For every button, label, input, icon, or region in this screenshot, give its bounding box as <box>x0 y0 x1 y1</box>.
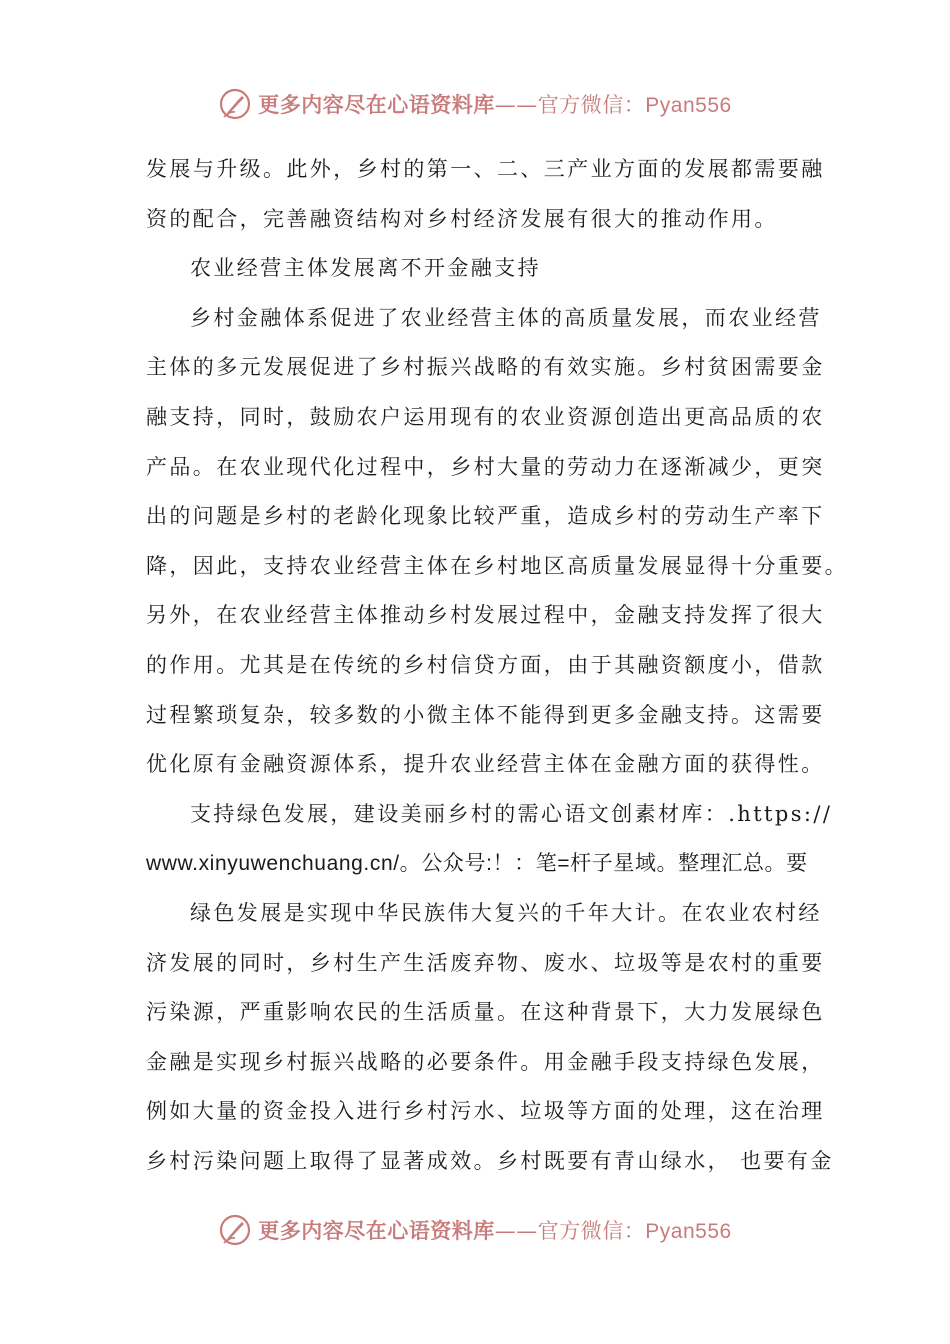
body-line: 降，因此，支持农业经营主体在乡村地区高质量发展显得十分重要。 <box>146 553 848 578</box>
footer-banner-text <box>258 1215 731 1245</box>
body-line: 出的问题是乡村的老龄化现象比较严重，造成乡村的劳动生产率下 <box>146 504 825 529</box>
banner-brand: 更多内容尽在心语资料库 <box>258 92 495 117</box>
body-line: 乡村金融体系促进了农业经营主体的高质量发展，而农业经营 <box>190 305 822 330</box>
fountain-pen-circle-icon <box>218 87 252 121</box>
header-watermark-banner <box>0 84 950 124</box>
body-line: 另外，在农业经营主体推动乡村发展过程中，金融支持发挥了很大 <box>146 603 825 628</box>
body-line: 产品。在农业现代化过程中，乡村大量的劳动力在逐渐减少，更突 <box>146 454 825 479</box>
body-line: 例如大量的资金投入进行乡村污水、垃圾等方面的处理，这在治理 <box>146 1099 825 1124</box>
banner-wechat-id: Pyan556 <box>645 94 732 117</box>
banner-dash: —— <box>494 1219 538 1243</box>
body-line: 发展与升级。此外，乡村的第一、二、三产业方面的发展都需要融 <box>146 157 825 181</box>
body-line: 资的配合，完善融资结构对乡村经济发展有很大的推动作用。 <box>146 206 778 231</box>
banner-label: 官方微信： <box>537 1219 646 1243</box>
body-line: 的作用。尤其是在传统的乡村信贷方面，由于其融资额度小，借款 <box>146 652 825 677</box>
body-line: 污染源，严重影响农民的生活质量。在这种背景下，大力发展绿色 <box>146 1000 825 1025</box>
body-line: 乡村污染问题上取得了显著成效。乡村既要有青山绿水， 也要有金 <box>146 1148 834 1173</box>
body-line: 绿色发展是实现中华民族伟大复兴的千年大计。在农业农村经 <box>190 900 822 925</box>
banner-label: 官方微信： <box>537 93 646 117</box>
banner-dash: —— <box>494 93 538 117</box>
body-line: 过程繁琐复杂，较多数的小微主体不能得到更多金融支持。这需要 <box>146 702 825 727</box>
header-banner-text <box>258 89 731 119</box>
body-line: 金融是实现乡村振兴战略的必要条件。用金融手段支持绿色发展， <box>146 1049 825 1074</box>
body-line: 融支持，同时，鼓励农户运用现有的农业资源创造出更高品质的农 <box>146 404 825 429</box>
body-line: 主体的多元发展促进了乡村振兴战略的有效实施。乡村贫困需要金 <box>146 355 825 380</box>
section-heading: 农业经营主体发展离不开金融支持 <box>190 256 541 281</box>
footer-watermark-banner <box>0 1210 950 1250</box>
body-line: 优化原有金融资源体系，提升农业经营主体在金融方面的获得性。 <box>146 752 825 777</box>
body-line: 济发展的同时，乡村生产生活废弃物、废水、垃圾等是农村的重要 <box>146 950 825 975</box>
fountain-pen-circle-icon <box>218 1213 252 1247</box>
banner-wechat-id: Pyan556 <box>645 1220 732 1243</box>
banner-brand: 更多内容尽在心语资料库 <box>258 1218 495 1243</box>
document-body <box>146 145 848 1186</box>
body-line-with-link: 支持绿色发展，建设美丽乡村的需心语文创素材库：.https:// <box>190 801 833 826</box>
url-line: www.xinyuwenchuang.cn/。公众号:！：笔=杆子星域。整理汇总。要 <box>146 852 808 876</box>
